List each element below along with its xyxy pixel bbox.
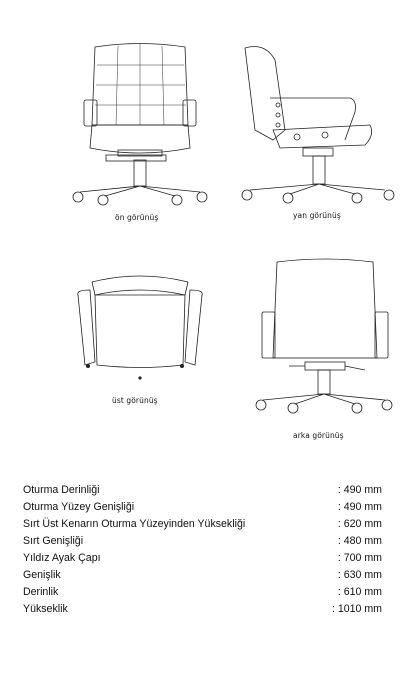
spec-row-star-base-diameter [0, 552, 410, 569]
spec-row-seat-depth [0, 484, 410, 501]
spec-row-depth [0, 586, 410, 603]
spec-label: Oturma Yüzey Genişliği [23, 501, 135, 513]
spec-label: Derinlik [23, 586, 59, 598]
spec-label: Yükseklik [23, 603, 68, 615]
top-view-chair-illustration [0, 240, 205, 440]
front-view-drawing [0, 0, 205, 230]
top-view-drawing [0, 240, 205, 440]
spec-value: : 1010 mm [331, 603, 382, 615]
back-view-chair-illustration [205, 240, 410, 450]
spec-label: Sırt Üst Kenarın Oturma Yüzeyinden Yüksekliği [23, 518, 246, 530]
spec-value: : 620 mm [337, 518, 382, 530]
side-view-caption: yan görünüş [293, 211, 341, 220]
spec-row-seat-width [0, 501, 410, 518]
top-view-caption: üst görünüş [112, 396, 158, 405]
side-view-chair-illustration [205, 0, 410, 230]
spec-label: Genişlik [23, 569, 61, 581]
spec-row-backrest-height [0, 518, 410, 535]
spec-value: : 700 mm [337, 552, 382, 564]
spec-value: : 610 mm [337, 586, 382, 598]
spec-value: : 480 mm [337, 535, 382, 547]
spec-row-height [0, 603, 410, 620]
spec-row-backrest-width [0, 535, 410, 552]
spec-label: Sırt Genişliği [23, 535, 84, 547]
spec-label: Yıldız Ayak Çapı [23, 552, 101, 564]
side-view-drawing [205, 0, 410, 230]
back-view-drawing [205, 240, 410, 450]
spec-label: Oturma Derinliği [23, 484, 100, 496]
spec-value: : 490 mm [337, 484, 382, 496]
spec-value: : 630 mm [337, 569, 382, 581]
front-view-caption: ön görünüş [115, 213, 159, 222]
spec-row-width [0, 569, 410, 586]
front-view-chair-illustration [0, 0, 205, 230]
back-view-caption: arka görünüş [293, 431, 344, 440]
spec-value: : 490 mm [337, 501, 382, 513]
